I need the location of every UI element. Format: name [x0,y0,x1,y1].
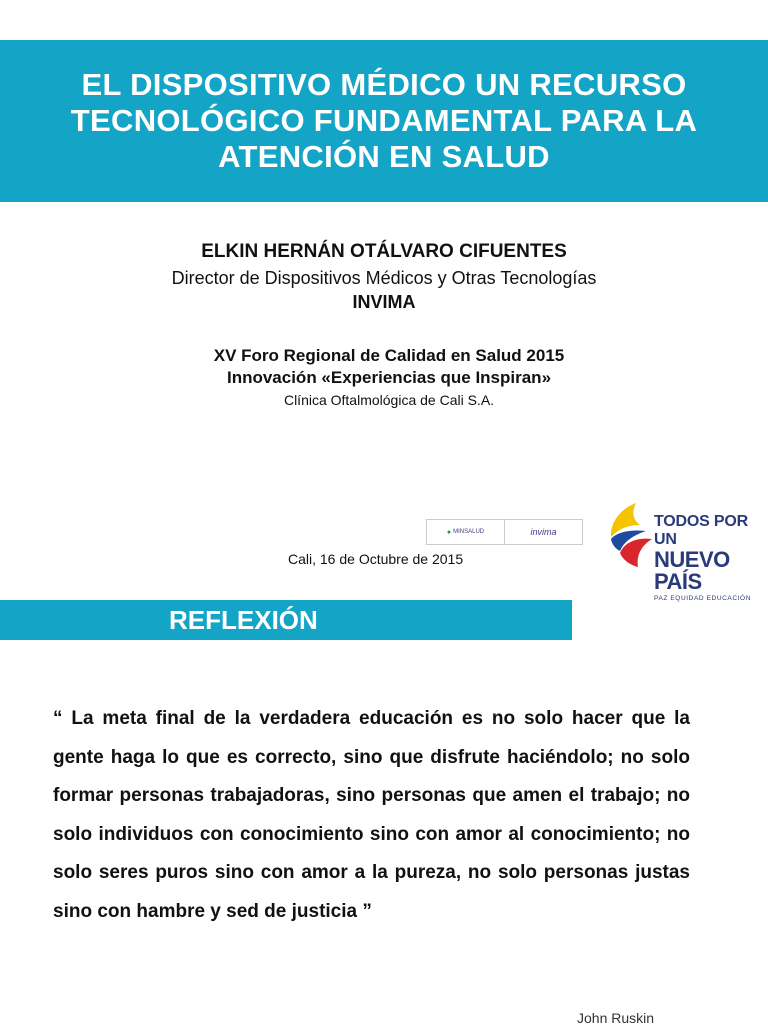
event-subtitle: Innovación «Experiencias que Inspiran» [226,368,552,387]
reflection-quote: “ La meta final de la verdadera educación es no solo hacer que la gente haga lo que es correcto, sino que disfrute haciéndolo; no solo formar personas trabajadoras, sino personas que amen el trabajo; no solo individuos con conocimiento sino con amor al conocimiento; no solo seres puros sino con amor a la pureza, no solo personas justas sino con hambre y sed de justicia ” [53,708,690,922]
event-block [0,345,768,410]
author-role: Director de Dispositivos Médicos y Otras Tecnologías [171,268,597,288]
gov-logo-line2: NUEVO PAÍS [654,547,730,594]
gov-logo-line3: PAZ EQUIDAD EDUCACIÓN [654,595,751,602]
minsalud-logo [427,520,504,544]
institution-logos [426,519,583,545]
event-name: XV Foro Regional de Calidad en Salud 2015 [213,346,565,365]
author-name: ELKIN HERNÁN OTÁLVARO CIFUENTES [201,241,567,262]
title-banner [0,40,768,202]
author-org: INVIMA [352,292,416,312]
presentation-date: Cali, 16 de Octubre de 2015 [288,551,464,567]
minsalud-logo-text: MINSALUD [453,529,485,535]
gov-logo-text [654,513,768,602]
event-venue: Clínica Oftalmológica de Cali S.A. [283,392,495,408]
gov-logo [606,499,768,602]
invima-logo [504,520,582,544]
invima-logo-text: invima [530,527,557,537]
colombia-flag-swoosh-icon [606,499,656,573]
author-block [0,240,768,314]
reflection-heading: REFLEXIÓN [0,600,572,640]
slide-title-text: EL DISPOSITIVO MÉDICO UN RECURSO TECNOLÓGICO FUNDAMENTAL PARA LA ATENCIÓN EN SALUD [70,67,698,174]
quote-author: John Ruskin [577,1010,655,1026]
minsalud-logo-icon: ● [446,528,452,536]
gov-logo-line1: TODOS POR UN [654,513,748,548]
